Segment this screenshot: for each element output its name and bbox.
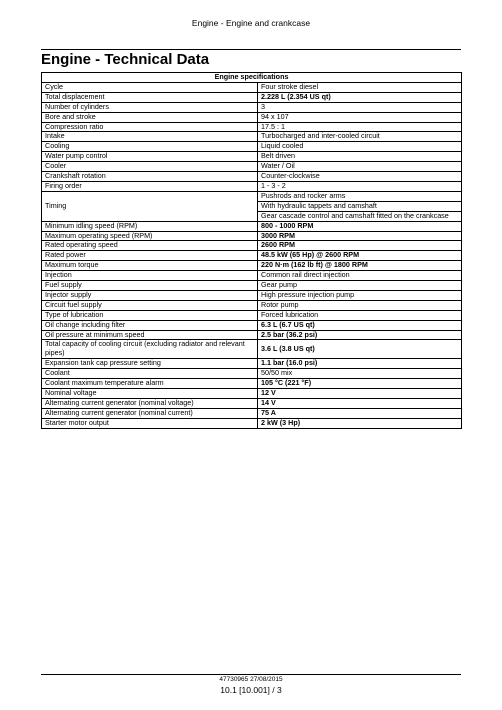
spec-label: Bore and stroke (42, 112, 258, 122)
spec-value: 2.228 L (2.354 US qt) (258, 92, 462, 102)
timing-group (42, 191, 462, 221)
spec-value: Turbocharged and inter-cooled circuit (258, 132, 462, 142)
table-row (42, 300, 462, 310)
table-row (42, 418, 462, 428)
spec-value: High pressure injection pump (258, 290, 462, 300)
spec-value: 1.1 bar (16.0 psi) (258, 359, 462, 369)
table-row (42, 231, 462, 241)
table-row (42, 379, 462, 389)
spec-label: Starter motor output (42, 418, 258, 428)
spec-value: Gear pump (258, 281, 462, 291)
spec-label: Alternating current generator (nominal current) (42, 408, 258, 418)
title-rule (41, 49, 461, 50)
spec-value: Belt driven (258, 152, 462, 162)
spec-label: Firing order (42, 181, 258, 191)
spec-label: Maximum torque (42, 261, 258, 271)
table-row (42, 191, 462, 201)
spec-value: Water / Oil (258, 162, 462, 172)
spec-label: Timing (42, 191, 258, 221)
page-title: Engine - Technical Data (41, 51, 210, 68)
spec-value: 6.3 L (6.7 US qt) (258, 320, 462, 330)
spec-value: 94 x 107 (258, 112, 462, 122)
spec-value: 220 N·m (162 lb ft) @ 1800 RPM (258, 261, 462, 271)
spec-rows-a (42, 82, 462, 191)
spec-label: Minimum idling speed (RPM) (42, 221, 258, 231)
table-row (42, 290, 462, 300)
spec-label: Cycle (42, 82, 258, 92)
spec-label: Cooler (42, 162, 258, 172)
spec-value: 2 kW (3 Hp) (258, 418, 462, 428)
table-row (42, 408, 462, 418)
spec-label: Type of lubrication (42, 310, 258, 320)
spec-label: Water pump control (42, 152, 258, 162)
table-row (42, 389, 462, 399)
spec-value: 3000 RPM (258, 231, 462, 241)
table-row (42, 102, 462, 112)
table-row (42, 359, 462, 369)
table-row (42, 271, 462, 281)
spec-label: Fuel supply (42, 281, 258, 291)
spec-label: Maximum operating speed (RPM) (42, 231, 258, 241)
table-row (42, 142, 462, 152)
spec-value: Pushrods and rocker arms (258, 191, 462, 201)
spec-label: Oil change including filter (42, 320, 258, 330)
table-row (42, 221, 462, 231)
table-row (42, 340, 462, 359)
table-row (42, 369, 462, 379)
spec-label: Coolant (42, 369, 258, 379)
table-row (42, 310, 462, 320)
table-row (42, 82, 462, 92)
spec-label: Circuit fuel supply (42, 300, 258, 310)
table-row (42, 398, 462, 408)
engine-specifications-table (41, 72, 462, 429)
running-header: Engine - Engine and crankcase (191, 18, 311, 28)
footer-rule (41, 674, 461, 675)
spec-label: Crankshaft rotation (42, 172, 258, 182)
spec-value: 75 A (258, 408, 462, 418)
table-row (42, 162, 462, 172)
spec-value: Counter-clockwise (258, 172, 462, 182)
table-row (42, 261, 462, 271)
spec-value: 12 V (258, 389, 462, 399)
table-row (42, 281, 462, 291)
spec-label: Nominal voltage (42, 389, 258, 399)
spec-label: Expansion tank cap pressure setting (42, 359, 258, 369)
spec-value: 105 °C (221 °F) (258, 379, 462, 389)
document-reference: 47730965 27/08/2015 (219, 676, 283, 683)
spec-value: 1 - 3 - 2 (258, 181, 462, 191)
spec-value: 2.5 bar (36.2 psi) (258, 330, 462, 340)
spec-rows-b (42, 221, 462, 428)
table-row (42, 92, 462, 102)
spec-value: Gear cascade control and camshaft fitted on the crankcase (258, 211, 462, 221)
spec-label: Total capacity of cooling circuit (excluding radiator and relevant pipes) (42, 340, 258, 359)
spec-value: 17.5 : 1 (258, 122, 462, 132)
table-row (42, 152, 462, 162)
table-row (42, 320, 462, 330)
spec-label: Compression ratio (42, 122, 258, 132)
spec-value: Four stroke diesel (258, 82, 462, 92)
spec-label: Total displacement (42, 92, 258, 102)
spec-label: Alternating current generator (nominal voltage) (42, 398, 258, 408)
table-row (42, 251, 462, 261)
spec-label: Cooling (42, 142, 258, 152)
spec-value: 50/50 mix (258, 369, 462, 379)
spec-value: Rotor pump (258, 300, 462, 310)
table-row (42, 132, 462, 142)
spec-label: Injector supply (42, 290, 258, 300)
table-row (42, 241, 462, 251)
table-row (42, 330, 462, 340)
spec-value: Forced lubrication (258, 310, 462, 320)
table-row (42, 112, 462, 122)
page-reference: 10.1 [10.001] / 3 (220, 685, 282, 695)
spec-value: 2600 RPM (258, 241, 462, 251)
spec-value: With hydraulic tappets and camshaft (258, 201, 462, 211)
spec-value: Common rail direct injection (258, 271, 462, 281)
spec-value: 3.6 L (3.8 US qt) (258, 340, 462, 359)
spec-value: 800 - 1000 RPM (258, 221, 462, 231)
spec-value: 14 V (258, 398, 462, 408)
spec-label: Coolant maximum temperature alarm (42, 379, 258, 389)
spec-label: Number of cylinders (42, 102, 258, 112)
table-row (42, 181, 462, 191)
spec-value: 48.5 kW (65 Hp) @ 2600 RPM (258, 251, 462, 261)
spec-label: Injection (42, 271, 258, 281)
spec-label: Intake (42, 132, 258, 142)
spec-label: Rated operating speed (42, 241, 258, 251)
spec-label: Oil pressure at minimum speed (42, 330, 258, 340)
table-row (42, 122, 462, 132)
spec-label: Rated power (42, 251, 258, 261)
spec-value: 3 (258, 102, 462, 112)
table-row (42, 172, 462, 182)
spec-value: Liquid cooled (258, 142, 462, 152)
table-caption: Engine specifications (42, 73, 462, 83)
